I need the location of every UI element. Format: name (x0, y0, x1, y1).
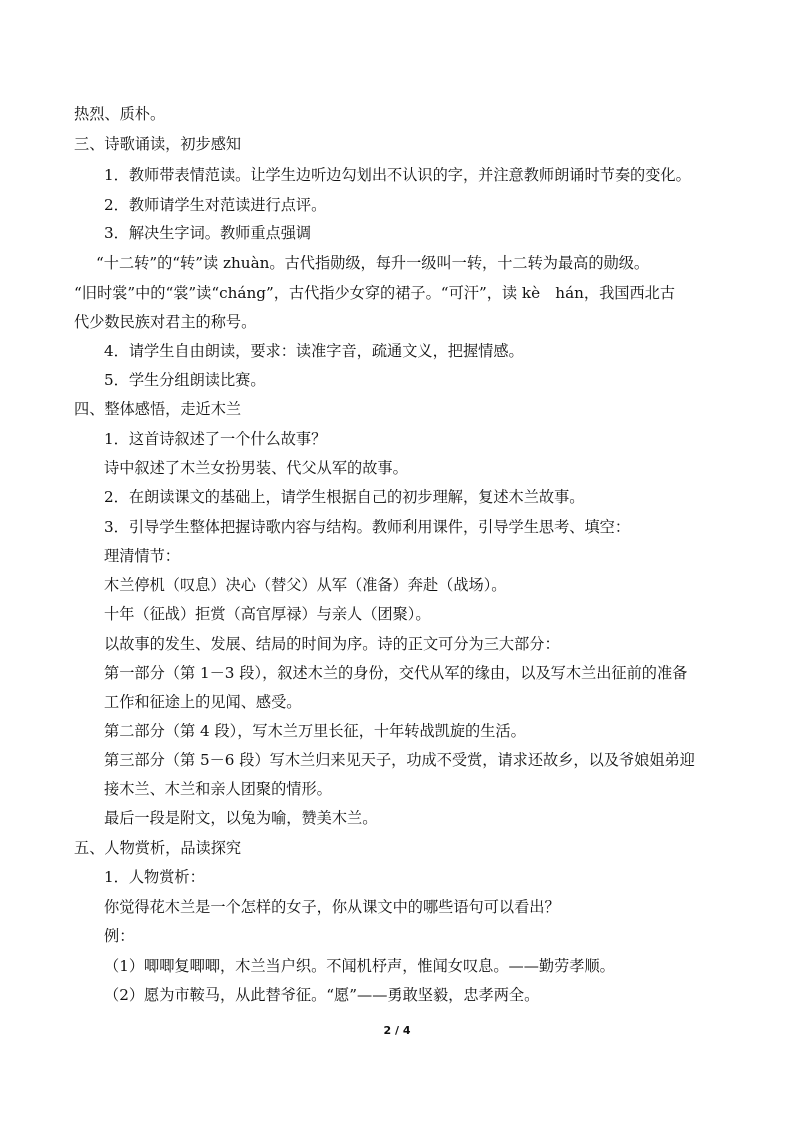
text-line: 1．人物赏析： (104, 868, 205, 886)
text-line: “十二转”的“转”读 zhuàn。古代指勋级，每升一级叫一转，十二转为最高的勋级。 (96, 254, 650, 272)
text-line: 接木兰、木兰和亲人团聚的情形。 (104, 780, 332, 798)
text-line: 木兰停机（叹息）决心（替父）从军（准备）奔赴（战场）。 (104, 576, 507, 594)
text-line: 5．学生分组朗读比赛。 (104, 371, 266, 389)
text-line: 第三部分（第 5－6 段）写木兰归来见天子，功成不受赏，请求还故乡，以及爷娘姐弟迎 (104, 751, 695, 769)
text-line: 1．教师带表情范读。让学生边听边勾划出不认识的字，并注意教师朗诵时节奏的变化。 (104, 166, 691, 184)
text-line: 理清情节： (104, 547, 180, 565)
text-line: 代少数民族对君主的称号。 (74, 313, 257, 331)
text-line: 第二部分（第 4 段），写木兰万里长征，十年转战凯旋的生活。 (104, 722, 526, 740)
text-line: 2．在朗读课文的基础上，请学生根据自己的初步理解，复述木兰故事。 (104, 488, 585, 506)
text-line: （2）愿为市鞍马，从此替爷征。“愿”——勇敢坚毅，忠孝两全。 (104, 986, 540, 1004)
text-line: 3．引导学生整体把握诗歌内容与结构。教师利用课件，引导学生思考、填空： (104, 518, 631, 536)
text-line: 4．请学生自由朗读，要求：读准字音，疏通文义，把握情感。 (104, 342, 524, 360)
text-line: 3．解决生字词。教师重点强调 (104, 224, 312, 242)
section-heading: 五、人物赏析，品读探究 (74, 839, 242, 857)
text-line: 以故事的发生、发展、结局的时间为序。诗的正文可分为三大部分： (104, 635, 560, 653)
text-line: 你觉得花木兰是一个怎样的女子，你从课文中的哪些语句可以看出？ (104, 898, 560, 916)
text-line: 热烈、质朴。 (74, 105, 166, 123)
text-line: 工作和征途上的见闻、感受。 (104, 693, 302, 711)
text-line: 1．这首诗叙述了一个什么故事？ (104, 430, 327, 448)
text-line: 最后一段是附文，以兔为喻，赞美木兰。 (104, 809, 378, 827)
page-number: 2 / 4 (383, 1024, 411, 1037)
text-line: 十年（征战）拒赏（高官厚禄）与亲人（团聚）。 (104, 605, 431, 623)
text-line: 第一部分（第 1－3 段），叙述木兰的身份，交代从军的缘由，以及写木兰出征前的准备 (104, 664, 688, 682)
text-line: （1）唧唧复唧唧，木兰当户织。不闻机杼声，惟闻女叹息。——勤劳孝顺。 (104, 957, 615, 975)
text-line: 2．教师请学生对范读进行点评。 (104, 196, 327, 214)
text-line: 例： (104, 927, 135, 945)
text-line: “旧时裳”中的“裳”读“cháng”，古代指少女穿的裙子。“可汗”，读 kè hán，我国西北古 (74, 284, 676, 302)
section-heading: 三、诗歌诵读，初步感知 (74, 135, 242, 153)
section-heading: 四、整体感悟，走近木兰 (74, 400, 242, 418)
text-line: 诗中叙述了木兰女扮男装、代父从军的故事。 (104, 459, 408, 477)
